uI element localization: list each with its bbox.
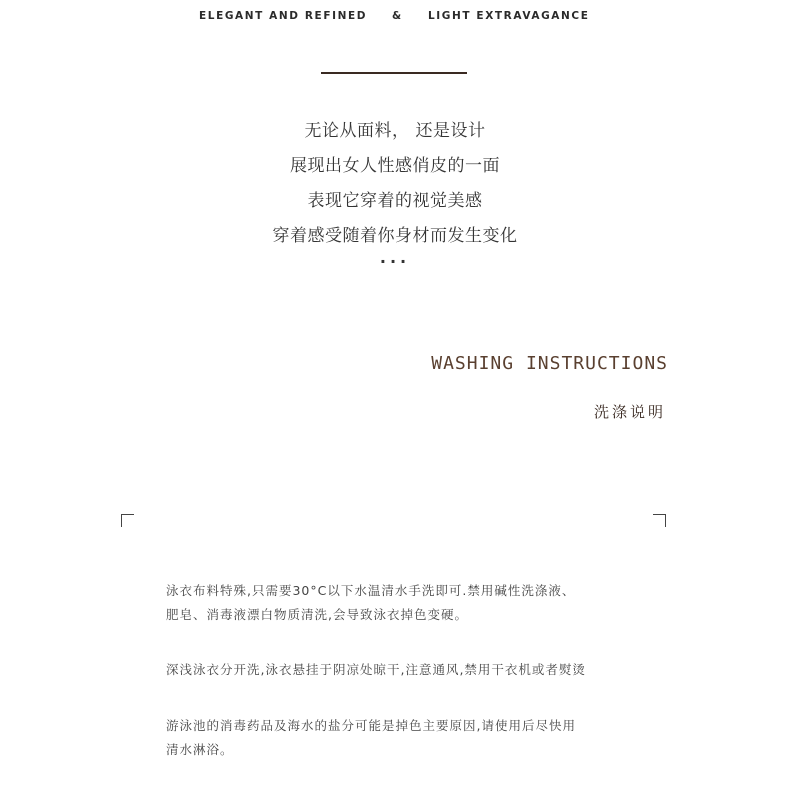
tagline-right: LIGHT EXTRAVAGANCE (428, 10, 590, 22)
poem-line: 无论从面料， 还是设计 (304, 121, 486, 141)
poem-line: 穿着感受随着你身材而发生变化 (272, 226, 518, 246)
ellipsis: ··· (379, 252, 411, 271)
care-paragraph-1 (166, 579, 636, 627)
care-paragraph-3 (166, 714, 636, 762)
tagline (0, 10, 790, 26)
care-paragraph-2 (166, 658, 636, 682)
washing-title: WASHING INSTRUCTIONS (431, 353, 668, 374)
tagline-left: ELEGANT AND REFINED (199, 10, 368, 22)
tagline-ampersand: & (392, 10, 403, 22)
care-line: 游泳池的消毒药品及海水的盐分可能是掉色主要原因,请使用后尽快用 (166, 718, 576, 733)
washing-subtitle: 洗涤说明 (593, 403, 666, 421)
corner-bracket-top-left (121, 514, 134, 527)
care-line: 泳衣布料特殊,只需要30°C以下水温清水手洗即可.禁用碱性洗涤液、 (166, 583, 576, 598)
divider-rule (321, 72, 467, 74)
corner-bracket-top-right (653, 514, 666, 527)
poem-line: 表现它穿着的视觉美感 (307, 191, 483, 211)
care-line: 深浅泳衣分开洗,泳衣悬挂于阴凉处晾干,注意通风,禁用干衣机或者熨烫 (166, 662, 586, 677)
care-line: 肥皂、消毒液漂白物质清洗,会导致泳衣掉色变硬。 (166, 607, 468, 622)
intro-poem (0, 117, 790, 257)
poem-line: 展现出女人性感俏皮的一面 (290, 156, 500, 176)
care-line: 清水淋浴。 (166, 742, 234, 757)
